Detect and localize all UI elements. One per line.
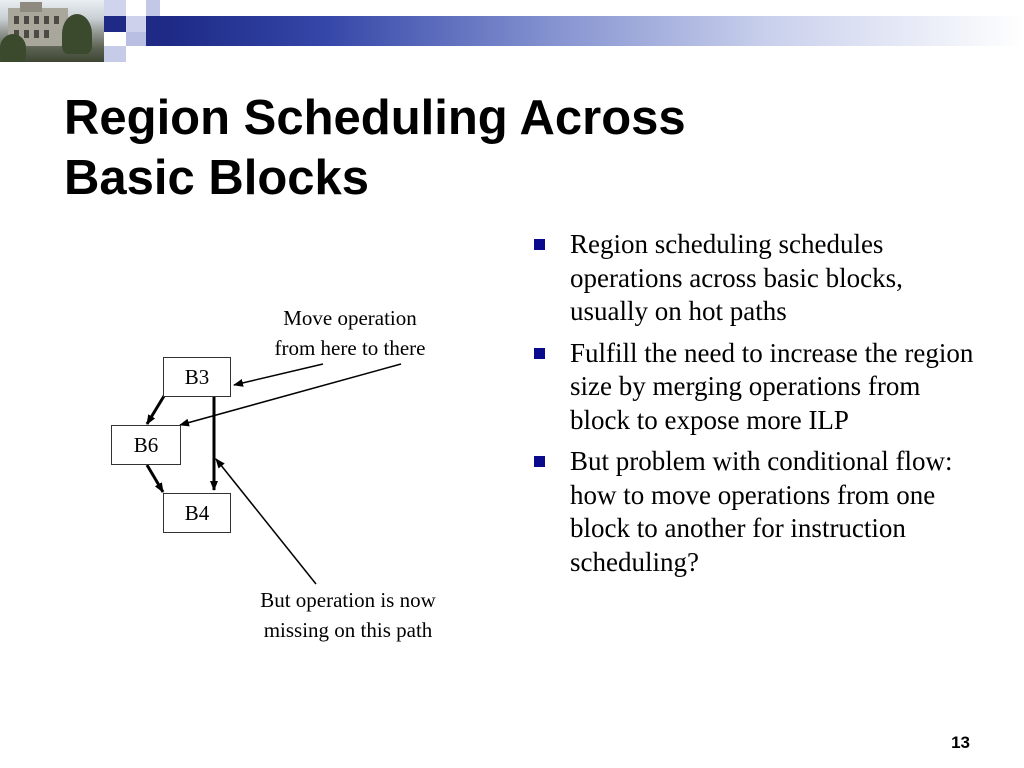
caption-line: But operation is now <box>260 588 436 612</box>
block-b3: B3 <box>163 357 231 397</box>
edge-b6-b4 <box>147 465 163 492</box>
bullet-list <box>534 228 974 587</box>
title-line: Basic Blocks <box>64 151 370 205</box>
bullet-item <box>534 228 974 329</box>
bullet-text: Region scheduling schedules operations across basic blocks, usually on hot paths <box>570 229 903 326</box>
page-number: 13 <box>951 733 970 752</box>
bullet-text: But problem with conditional flow: how to move operations from one block to another for instruction scheduling? <box>570 446 953 577</box>
bullet-item <box>534 337 974 438</box>
move-arrow-to-b3 <box>234 364 323 385</box>
caption-line: missing on this path <box>263 618 433 642</box>
caption-line: Move operation <box>283 306 417 330</box>
square-bullet-icon <box>534 239 545 250</box>
caption-move-operation <box>240 303 460 363</box>
bullet-text: Fulfill the need to increase the region size by merging operations from block to expose more ILP <box>570 337 974 435</box>
title-line: Region Scheduling Across <box>64 91 686 145</box>
caption-missing-path <box>232 585 464 645</box>
caption-line: from here to there <box>274 336 426 360</box>
square-bullet-icon <box>534 456 545 467</box>
block-b4: B4 <box>163 493 231 533</box>
edge-b3-b6 <box>147 396 164 424</box>
square-bullet-icon <box>534 348 545 359</box>
bullet-item <box>534 445 974 579</box>
missing-path-arrow <box>216 459 316 584</box>
block-b6: B6 <box>111 425 181 465</box>
